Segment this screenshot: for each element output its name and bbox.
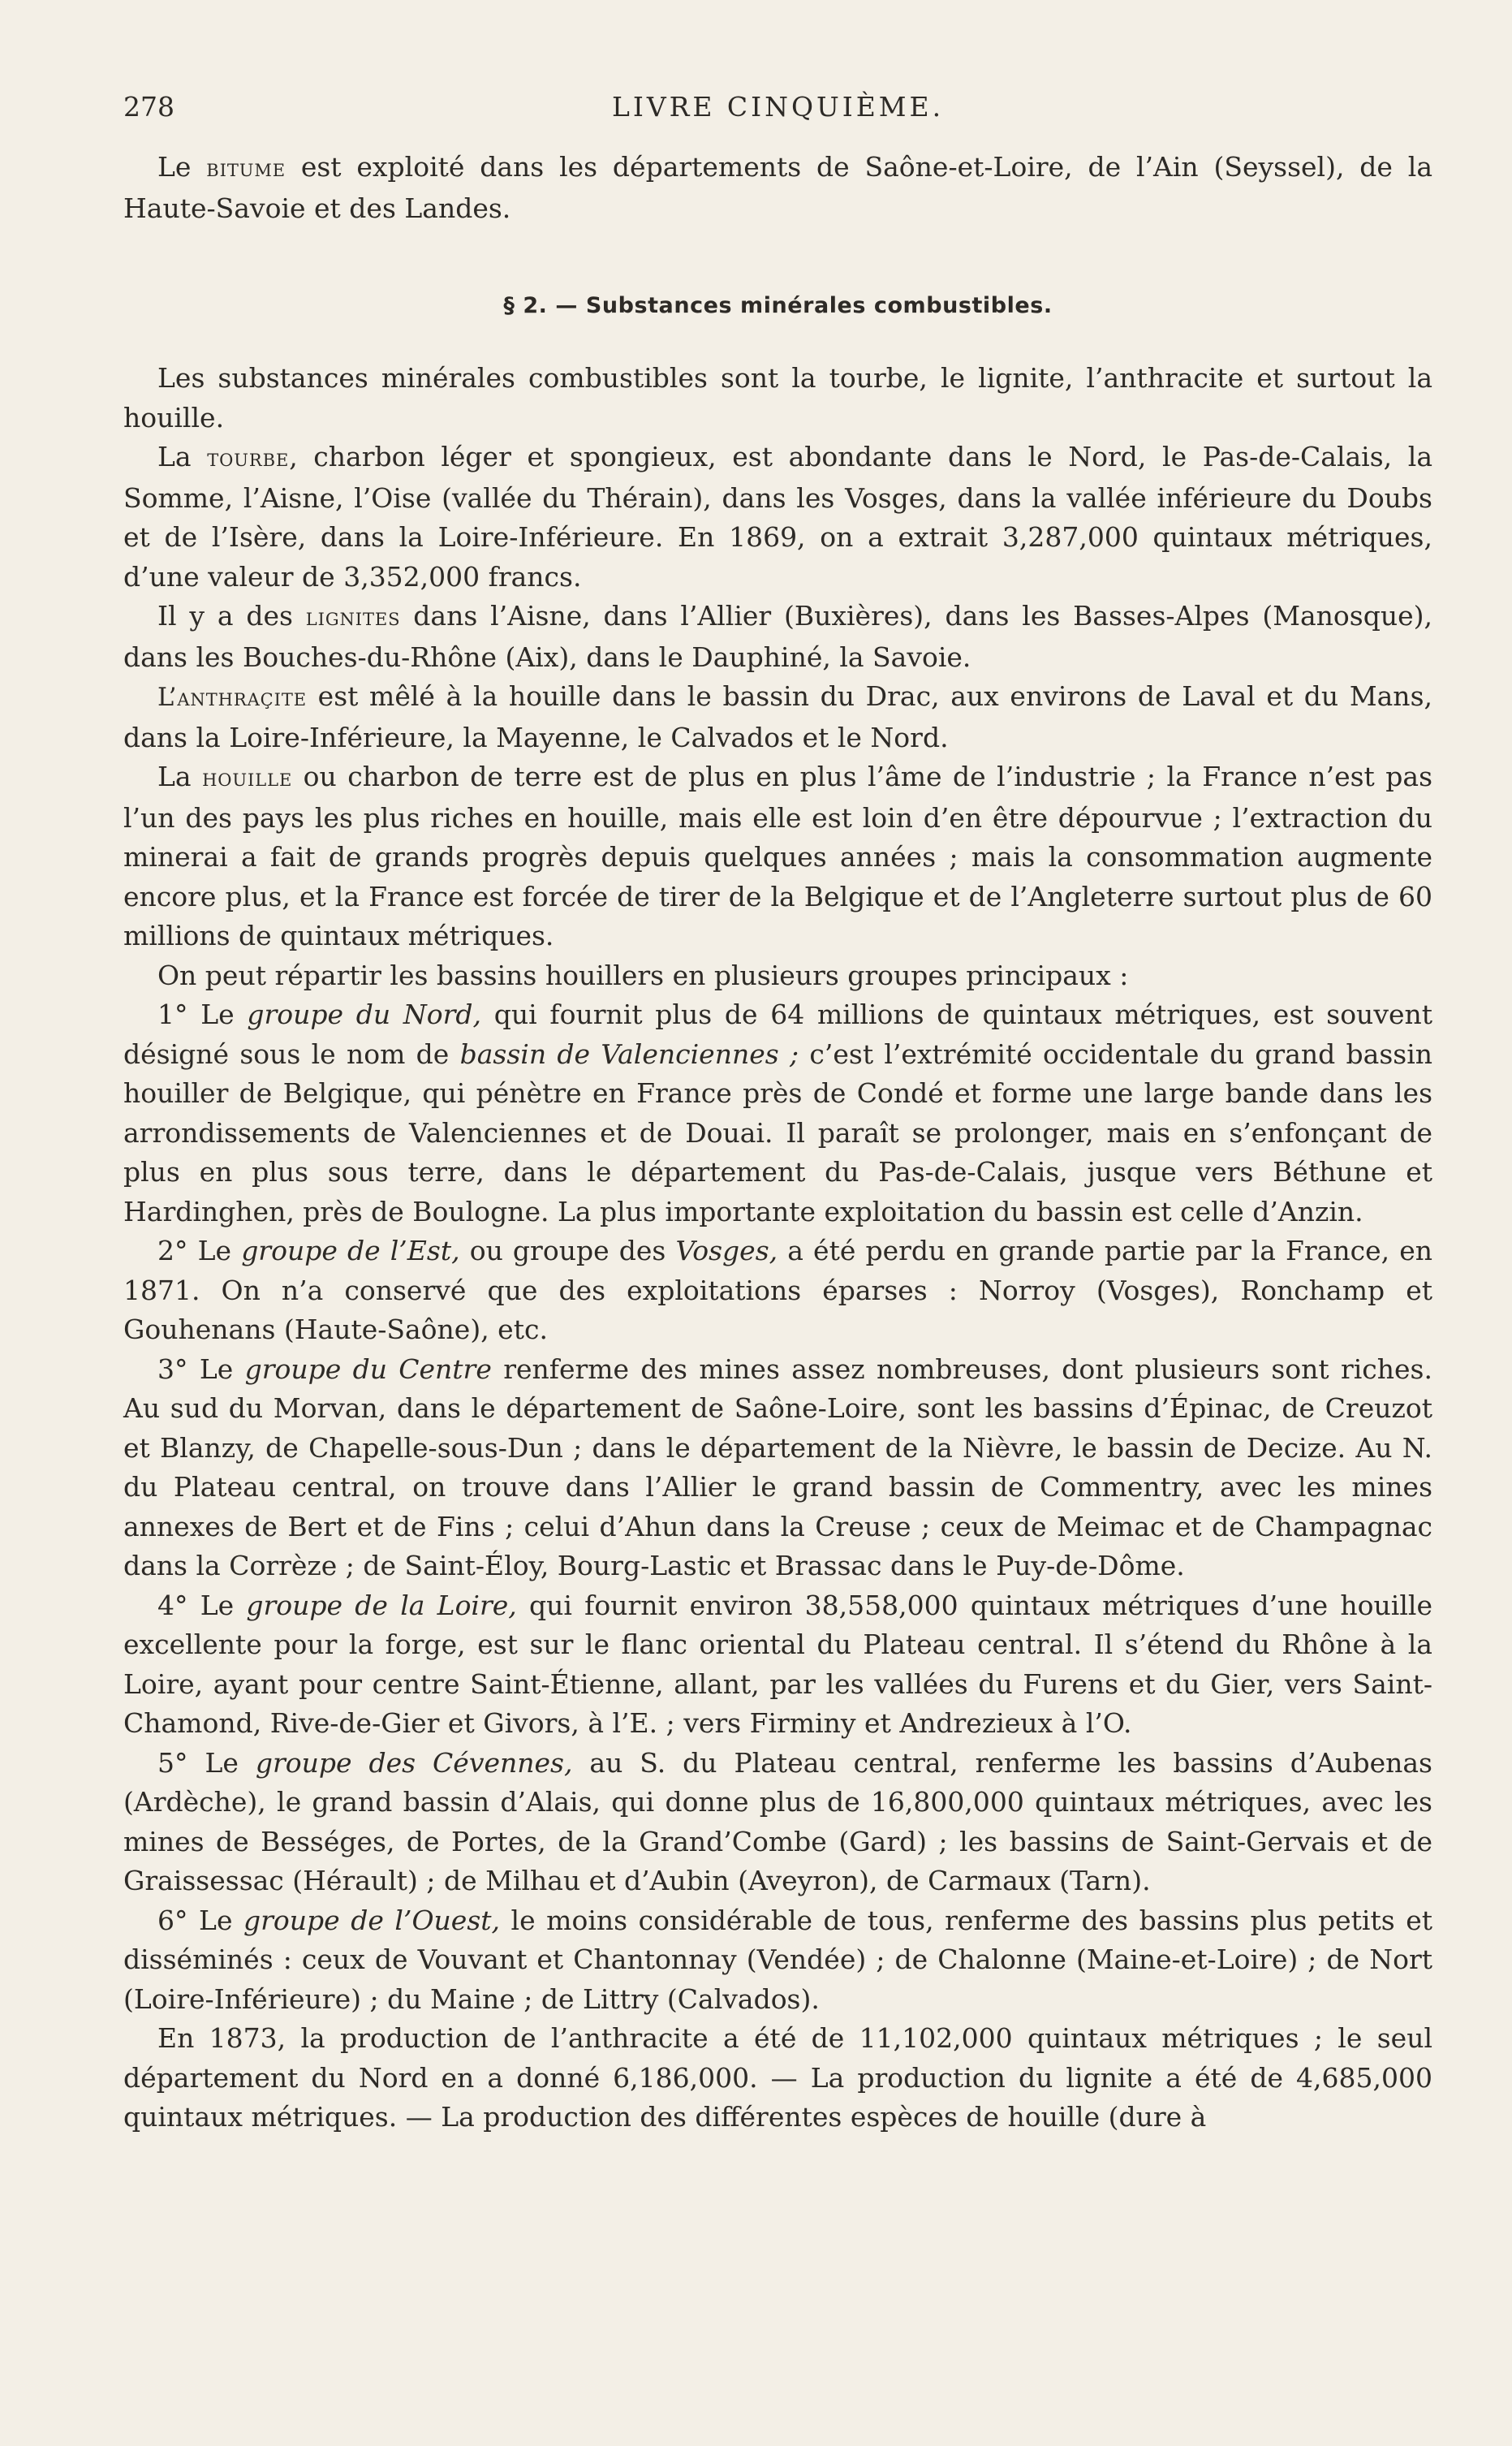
section-heading: § 2. — Substances minérales combustibles. xyxy=(503,293,1053,318)
paragraph-groupe-loire: 4° Le groupe de la Loire, qui fournit environ 38,558,000 quintaux métriques d’une houille excellente pour la forge, est sur le flanc oriental du Plateau central. Il s’étend du Rhône à la Loire, ayant pour centre Saint-Étienne, allant, par les vallées du Furens et du Gier, vers Saint-Chamond, Rive-de-Gier et Givors, à l’E. ; vers Firminy et Andrezieux à l’O. xyxy=(123,1589,1432,1739)
paragraph-groupe-nord: 1° Le groupe du Nord, qui fournit plus de 64 millions de quintaux métriques, est souvent désigné sous le nom de bassin de Valenciennes ; c’est l’extrémité occidentale du grand bassin houiller de Belgique, qui pénètre en France près de Condé et forme une large bande dans les arrondissements de Valenciennes et de Douai. Il paraît se prolonger, mais en s’enfonçant de plus en plus sous terre, dans le département du Pas-de-Calais, jusque vers Béthune et Hardinghen, près de Boulogne. La plus importante exploitation du bassin est celle d’Anzin. xyxy=(123,999,1433,1227)
paragraph-groupe-est: 2° Le groupe de l’Est, ou groupe des Vosges, a été perdu en grande partie par la France, en 1871. On n’a conservé que des exploitations éparses : Norroy (Vosges), Ronchamp et Gouhenans (Haute-Saône), etc. xyxy=(123,1235,1432,1345)
body-text xyxy=(123,148,1432,2138)
paragraph-lignites: Il y a des lignites dans l’Aisne, dans l’Allier (Buxières), dans les Basses-Alpes (Manosque), dans les Bouches-du-Rhône (Aix), dans le Dauphiné, la Savoie. xyxy=(123,600,1432,673)
page-number: 278 xyxy=(123,91,174,123)
paragraph-groupe-ouest: 6° Le groupe de l’Ouest, le moins considérable de tous, renferme des bassins plus petits et disséminés : ceux de Vouvant et Chantonnay (Vendée) ; de Chalonne (Maine-et-Loire) ; de Nort (Loire-Inférieure) ; du Maine ; de Littry (Calvados). xyxy=(123,1904,1433,2015)
paragraph-groupe-cevennes: 5° Le groupe des Cévennes, au S. du Plateau central, renferme les bassins d’Aubenas (Ardèche), le grand bassin d’Alais, qui donne plus de 16,800,000 quintaux métriques, avec les mines de Bességes, de Portes, de la Grand’Combe (Gard) ; les bassins de Saint-Gervais et de Graissessac (Hérault) ; de Milhau et d’Aubin (Aveyron), de Carmaux (Tarn). xyxy=(123,1746,1432,1896)
keyword-lignites: lignites xyxy=(305,603,401,632)
paragraph-intro: Les substances minérales combustibles sont la tourbe, le lignite, l’anthracite et surtout la houille. xyxy=(123,362,1432,434)
keyword-anthracite: L’anthraçite xyxy=(157,684,307,712)
paragraph-groupe-centre: 3° Le groupe du Centre renferme des mines assez nombreuses, dont plusieurs sont riches. Au sud du Morvan, dans le département de Saône-Loire, sont les bassins d’Épinac, de Creuzot et Blanzy, de Chapelle-sous-Dun ; dans le département de la Nièvre, le bassin de Decize. Au N. du Plateau central, on trouve dans l’Allier le grand bassin de Commentry, avec les mines annexes de Bert et de Fins ; celui d’Ahun dans la Creuse ; ceux de Meimac et de Champagnac dans la Corrèze ; de Saint-Éloy, Bourg-Lastic et Brassac dans le Puy-de-Dôme. xyxy=(123,1352,1432,1581)
paragraph-bitume: Le bitume est exploité dans les départements de Saône-et-Loire, de l’Ain (Seyssel), de la Haute-Savoie et des Landes. xyxy=(123,151,1432,224)
paragraph-houille: La houille ou charbon de terre est de plus en plus l’âme de l’industrie ; la France n’est pas l’un des pays les plus riches en houille, mais elle est loin d’en être dépourvue ; l’extraction du minerai a fait de grands progrès depuis quelques années ; mais la consommation augmente encore plus, et la France est forcée de tirer de la Belgique et de l’Angleterre surtout plus de 60 millions de quintaux métriques. xyxy=(123,761,1433,951)
running-title: LIVRE CINQUIÈME. xyxy=(611,91,945,123)
keyword-houille: houille xyxy=(202,764,293,792)
paragraph-tourbe: La tourbe, charbon léger et spongieux, est abondante dans le Nord, le Pas-de-Calais, la Somme, l’Aisne, l’Oise (vallée du Thérain), dans les Vosges, dans la vallée inférieure du Doubs et de l’Isère, dans la Loire-Inférieure. En 1869, on a extrait 3,287,000 quintaux métriques, d’une valeur de 3,352,000 francs. xyxy=(123,441,1433,593)
keyword-tourbe: tourbe xyxy=(207,444,290,472)
paragraph-anthracite: L’anthraçite est mêlé à la houille dans le bassin du Drac, aux environs de Laval et du Mans, dans la Loire-Inférieure, la Mayenne, le Calvados et le Nord. xyxy=(123,680,1432,753)
running-head xyxy=(123,91,1432,148)
keyword-bitume: bitume xyxy=(206,154,286,183)
paragraph-groupes: On peut répartir les bassins houillers en plusieurs groupes principaux : xyxy=(157,959,1129,991)
paragraph-production: En 1873, la production de l’anthracite a été de 11,102,000 quintaux métriques ; le seul département du Nord en a donné 6,186,000. — La production du lignite a été de 4,685,000 quintaux métriques. — La production des différentes espèces de houille (dure à xyxy=(123,2022,1432,2133)
